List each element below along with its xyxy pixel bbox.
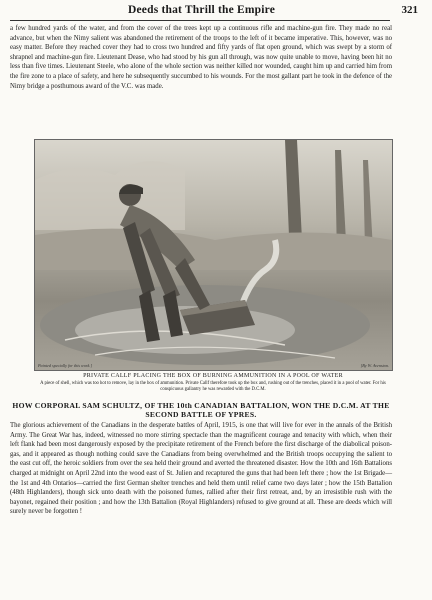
top-paragraph-text: a few hundred yards of the water, and from the cover of the trees kept up a continuous rifle and machine-gun fire. They made no real advance, but when the Nimy salient was abandoned the retirement of the troops to the left of it became imperative. This, however, was no easy matter. Before they reached cover they had to cross two hundred and fifty yards of flat open ground, which was swept by a storm of shrapnel and machine-gun fire. Lieutenant Dease, who had stood by his gun all through, was now quite unable to move, having been hit no less than five times. Lieutenant Steele, who alone of the whole section was neither killed nor wounded, caught him up and carried him from the fire zone to a place of safety, and here he subsequently succumbed to his wounds. For the most gallant part he took in the defence of the Nimy bridge a posthumous award of the V.C. was made. (10, 25, 392, 90)
illustration-plate (34, 139, 393, 371)
illustration-credit-right: [By W. Avenston. (360, 363, 389, 368)
section-heading: HOW CORPORAL SAM SCHULTZ, OF THE 10th CANADIAN BATTALION, WON THE D.C.M. AT THE SECOND BATTLE OF YPRES. (12, 401, 390, 419)
running-header (88, 4, 418, 18)
illustration-drawing (35, 140, 392, 370)
body-paragraph (10, 421, 392, 517)
body-paragraph-text: The glorious achievement of the Canadians in the desperate battles of April, 1915, is one that will live for ever in the annals of the British Army. The Great War has, indeed, witnessed no more stirring spectacle than the magnificent courage and tenacity with which, when their left flank had been most dangerously exposed by the precipitate retirement of the French before the first discharge of the diabolical poison-gas, and it appeared as though nothing could save the Canadians from being overwhelmed and the British troops occupying the salient to the east cut off, the heroic soldiers from over the sea held their ground and averted the threatened disaster. How the 10th and 16th Battalions charged at midnight on April 22nd into the wood east of St. Julien and recaptured the guns that had been left there ; how the 1st Brigade—the 1st and 4th Ontarios—carried the first German shelter trenches and held them until relief came two days later ; how the 15th Battalion (48th Highlanders), though sick unto death with the poisoned fumes, rallied after their first retreat, and, by an irresistible rush with the bayonet, regained their position ; and how the 13th Battalion (Royal Highlanders) refused to give ground at all. These are deeds which will surely never be forgotten ! (10, 422, 392, 516)
illustration-credit-left: Painted specially for this work.] (38, 363, 93, 368)
page-number: 321 (401, 4, 418, 16)
illustration-title: PRIVATE CALLF PLACING THE BOX OF BURNING AMMUNITION IN A POOL OF WATER (83, 373, 343, 379)
header-rule (10, 20, 390, 21)
top-paragraph (10, 24, 392, 91)
running-title: Deeds that Thrill the Empire (128, 4, 276, 16)
illustration-description: A piece of shell, which was too hot to remove, lay in the box of ammunition. Private Callf therefore took up the box and, rushing out of the trenches, placed it in a pool of water. For his conspicuous gallantry he was rewarded with the D.C.M. (40, 381, 386, 392)
